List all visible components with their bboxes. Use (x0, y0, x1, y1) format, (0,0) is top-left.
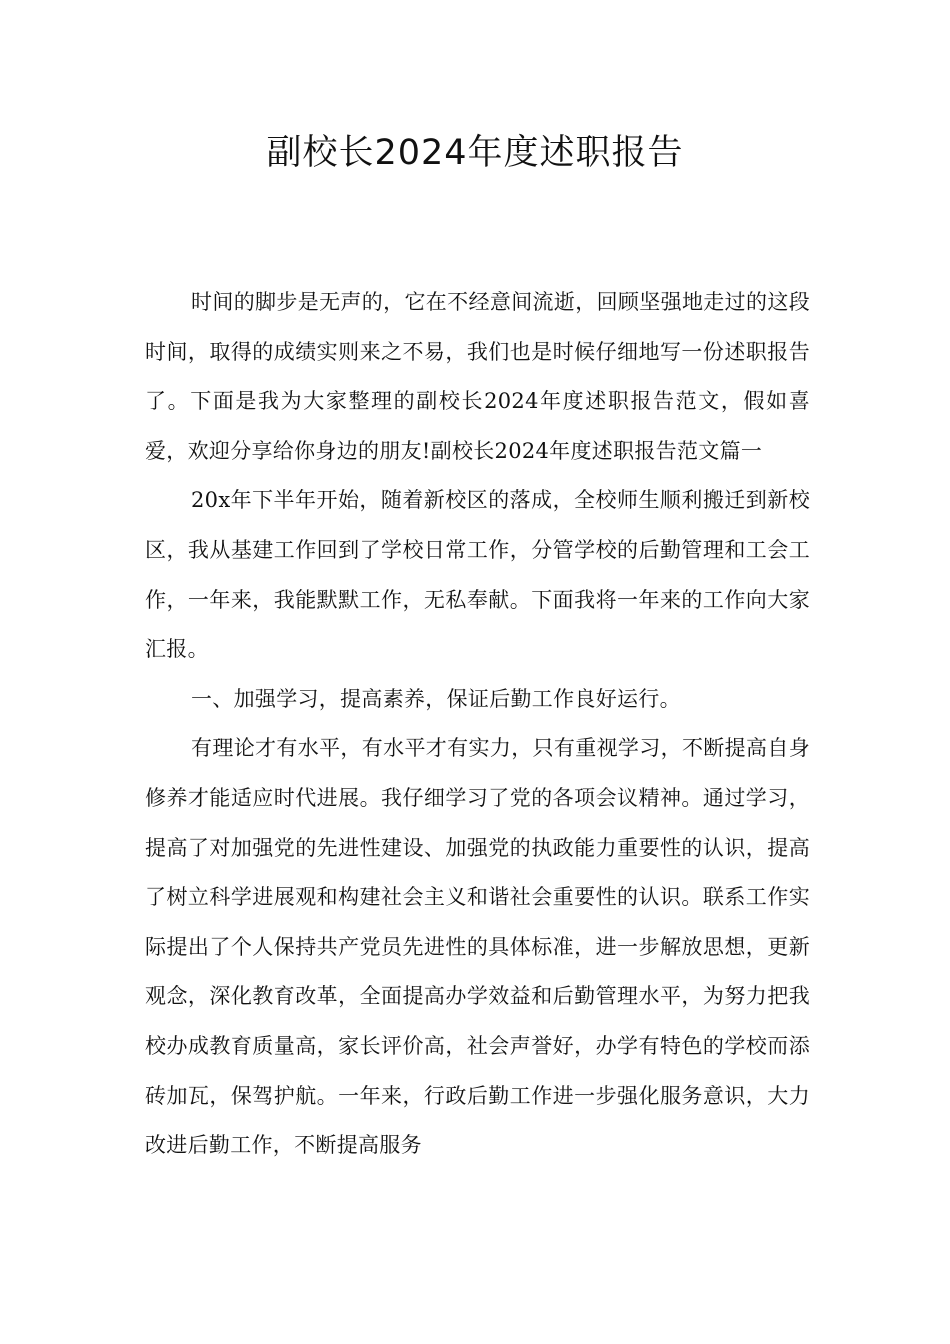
paragraph-intro: 时间的脚步是无声的，它在不经意间流逝，回顾坚强地走过的这段时间，取得的成绩实则来之不易，我们也是时候仔细地写一份述职报告了。下面是我为大家整理的副校长2024年度述职报告范文，假如喜爱，欢迎分享给你身边的朋友!副校长2024年度述职报告范文篇一 (145, 290, 810, 463)
paragraph-background: 20x年下半年开始，随着新校区的落成，全校师生顺利搬迁到新校区，我从基建工作回到了学校日常工作，分管学校的后勤管理和工会工作，一年来，我能默默工作，无私奉献。下面我将一年来的工作向大家汇报。 (145, 488, 810, 662)
section-heading-1: 一、加强学习，提高素养，保证后勤工作良好运行。 (191, 686, 681, 711)
document-body (145, 278, 810, 1171)
document-title: 副校长2024年度述职报告 (266, 133, 684, 173)
paragraph-study: 有理论才有水平，有水平才有实力，只有重视学习，不断提高自身修养才能适应时代进展。我仔细学习了党的各项会议精神。通过学习，提高了对加强党的先进性建设、加强党的执政能力重要性的认识，提高了树立科学进展观和构建社会主义和谐社会重要性的认识。联系工作实际提出了个人保持共产党员先进性的具体标准，进一步解放思想，更新观念，深化教育改革，全面提高办学效益和后勤管理水平，为努力把我校办成教育质量高，家长评价高，社会声誉好，办学有特色的学校而添砖加瓦，保驾护航。一年来，行政后勤工作进一步强化服务意识，大力改进后勤工作，不断提高服务 (145, 736, 810, 1158)
